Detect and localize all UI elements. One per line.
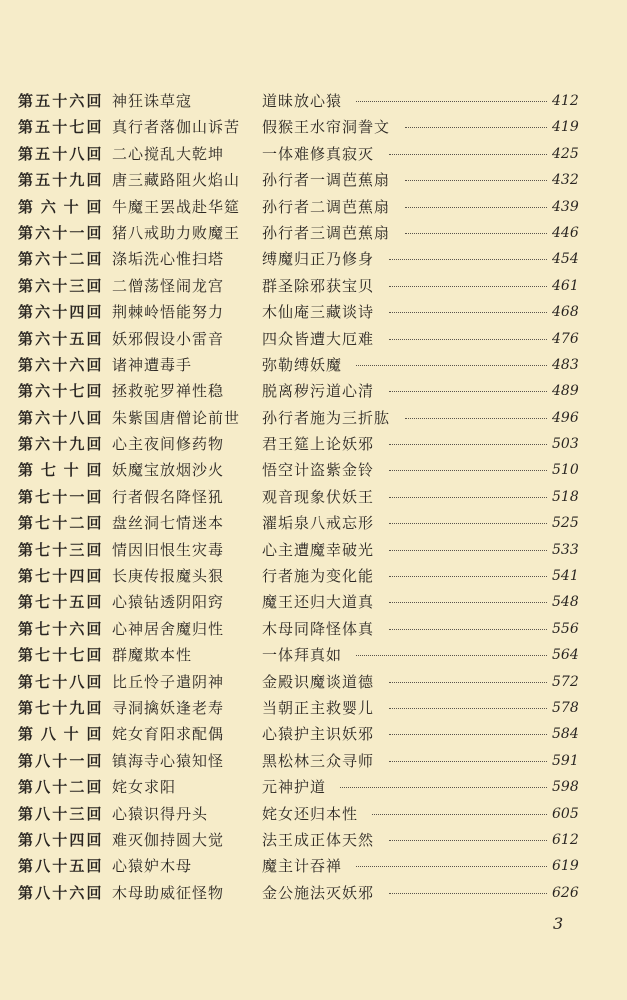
dot-leader [356, 101, 547, 102]
chapter-title-first-line: 猪八戒助力败魔王 [112, 223, 241, 242]
chapter-title-second-line: 四众皆遭大厄难 [262, 329, 375, 348]
chapter-title-second-line: 黑松林三众寻师 [262, 751, 375, 770]
dot-leader [389, 470, 547, 471]
chapter-number: 第五十七回 [18, 118, 102, 137]
page-ref: 425 [552, 145, 579, 162]
chapter-number: 第七十一回 [18, 487, 102, 506]
chapter-title-second-line: 孙行者一调芭蕉扇 [262, 171, 391, 190]
chapter-number: 第五十九回 [18, 171, 102, 190]
table-of-contents [0, 88, 627, 906]
page-ref: 432 [552, 172, 579, 189]
page-ref: 439 [552, 198, 579, 215]
page-ref: 556 [552, 620, 579, 637]
chapter-title-first-line: 心猿钻透阴阳窍 [112, 593, 225, 612]
chapter-title-first-line: 荆棘岭悟能努力 [112, 303, 225, 322]
chapter-title-second-line: 魔主计吞禅 [262, 857, 343, 876]
chapter-number: 第五十六回 [18, 92, 102, 110]
toc-entry[interactable] [0, 853, 627, 879]
chapter-title-first-line: 心主夜间修药物 [112, 435, 225, 454]
page-ref: 454 [552, 251, 579, 268]
chapter-title-second-line: 孙行者二调芭蕉扇 [262, 197, 391, 216]
chapter-title-first-line: 群魔欺本性 [112, 646, 193, 665]
dot-leader [405, 233, 547, 234]
chapter-title-first-line: 寻洞擒妖逢老寿 [112, 698, 225, 717]
chapter-title-second-line: 悟空计盗紫金铃 [262, 461, 375, 480]
chapter-number: 第八十五回 [18, 857, 102, 876]
chapter-title-first-line: 二僧荡怪闹龙宫 [112, 276, 225, 295]
toc-entry[interactable] [0, 405, 627, 431]
page-ref: 489 [552, 383, 579, 400]
chapter-title-first-line: 牛魔王罢战赴华筵 [112, 197, 241, 216]
chapter-title-second-line: 道昧放心猿 [262, 92, 343, 110]
chapter-title-second-line: 心主遭魔幸破光 [262, 540, 375, 559]
page-ref: 578 [552, 699, 579, 716]
chapter-title-second-line: 弥勒缚妖魔 [262, 355, 343, 374]
toc-entry[interactable] [0, 141, 627, 167]
chapter-title-second-line: 一体拜真如 [262, 646, 343, 665]
chapter-title-second-line: 行者施为变化能 [262, 567, 375, 586]
toc-entry[interactable] [0, 246, 627, 272]
chapter-title-first-line: 涤垢洗心惟扫塔 [112, 250, 225, 269]
toc-entry[interactable] [0, 721, 627, 747]
chapter-title-second-line: 元神护道 [262, 778, 327, 797]
chapter-title-second-line: 群圣除邪获宝贝 [262, 276, 375, 295]
chapter-title-second-line: 一体难修真寂灭 [262, 144, 375, 163]
dot-leader [405, 127, 547, 128]
chapter-number: 第六十二回 [18, 250, 102, 269]
dot-leader [356, 655, 547, 656]
chapter-title-first-line: 神狂诛草寇 [112, 92, 193, 110]
chapter-number: 第六十九回 [18, 435, 102, 454]
toc-entry[interactable] [0, 352, 627, 378]
chapter-title-second-line: 金公施法灭妖邪 [262, 883, 375, 902]
chapter-title-first-line: 拯救驼罗禅性稳 [112, 382, 225, 401]
toc-entry[interactable] [0, 695, 627, 721]
dot-leader [405, 418, 547, 419]
toc-entry[interactable] [0, 88, 627, 114]
chapter-number: 第六十七回 [18, 382, 102, 401]
dot-leader [389, 708, 547, 709]
page-ref: 503 [552, 436, 579, 453]
chapter-number: 第六十六回 [18, 355, 102, 374]
page-ref: 412 [552, 93, 579, 109]
chapter-title-first-line: 镇海寺心猿知怪 [112, 751, 225, 770]
chapter-title-second-line: 木母同降怪体真 [262, 619, 375, 638]
chapter-title-second-line: 脱离秽污道心清 [262, 382, 375, 401]
page-ref: 591 [552, 752, 579, 769]
dot-leader [389, 550, 547, 551]
chapter-title-first-line: 二心搅乱大乾坤 [112, 144, 225, 163]
dot-leader [389, 629, 547, 630]
page-ref: 619 [552, 858, 579, 875]
chapter-title-first-line: 唐三藏路阻火焰山 [112, 171, 241, 190]
page-ref: 548 [552, 594, 579, 611]
chapter-title-first-line: 情因旧恨生灾毒 [112, 540, 225, 559]
chapter-title-first-line: 长庚传报魔头狠 [112, 567, 225, 586]
dot-leader [356, 866, 547, 867]
toc-entry[interactable] [0, 563, 627, 589]
page-ref: 518 [552, 488, 579, 505]
toc-entry[interactable] [0, 431, 627, 457]
toc-entry[interactable] [0, 616, 627, 642]
chapter-number: 第七十六回 [18, 619, 102, 638]
chapter-title-second-line: 魔王还归大道真 [262, 593, 375, 612]
page-ref: 510 [552, 462, 579, 479]
toc-entry[interactable] [0, 669, 627, 695]
chapter-number: 第六十一回 [18, 223, 102, 242]
chapter-number: 第六十八回 [18, 408, 102, 427]
toc-entry[interactable] [0, 537, 627, 563]
toc-entry[interactable] [0, 167, 627, 193]
toc-entry[interactable] [0, 484, 627, 510]
toc-entry[interactable] [0, 378, 627, 404]
page-ref: 525 [552, 515, 579, 532]
dot-leader [389, 286, 547, 287]
toc-entry[interactable] [0, 748, 627, 774]
toc-entry[interactable] [0, 642, 627, 668]
page-ref: 533 [552, 541, 579, 558]
page-ref: 483 [552, 356, 579, 373]
toc-entry[interactable] [0, 801, 627, 827]
chapter-title-second-line: 金殿识魔谈道德 [262, 672, 375, 691]
page-ref: 446 [552, 224, 579, 241]
chapter-number: 第六十四回 [18, 303, 102, 322]
chapter-number: 第七十九回 [18, 698, 102, 717]
chapter-number: 第六十五回 [18, 329, 102, 348]
chapter-title-second-line: 心猿护主识妖邪 [262, 725, 375, 744]
chapter-title-first-line: 妖魔宝放烟沙火 [112, 461, 225, 480]
toc-entry[interactable] [0, 273, 627, 299]
chapter-title-first-line: 比丘怜子遣阴神 [112, 672, 225, 691]
toc-entry[interactable] [0, 299, 627, 325]
chapter-number: 第七十七回 [18, 646, 102, 665]
chapter-title-first-line: 心猿识得丹头 [112, 804, 209, 823]
dot-leader [389, 339, 547, 340]
page-ref: 419 [552, 119, 579, 136]
chapter-number: 第五十八回 [18, 144, 102, 163]
chapter-title-first-line: 木母助威征怪物 [112, 883, 225, 902]
toc-entry[interactable] [0, 114, 627, 140]
chapter-title-first-line: 心猿妒木母 [112, 857, 193, 876]
chapter-title-first-line: 姹女求阳 [112, 778, 177, 797]
dot-leader [389, 391, 547, 392]
page-ref: 564 [552, 647, 579, 664]
chapter-number: 第七十五回 [18, 593, 102, 612]
page-ref: 476 [552, 330, 579, 347]
chapter-title-first-line: 真行者落伽山诉苦 [112, 118, 241, 137]
chapter-number: 第八十二回 [18, 778, 102, 797]
dot-leader [389, 523, 547, 524]
page-number: 3 [553, 914, 564, 933]
dot-leader [389, 893, 547, 894]
chapter-title-second-line: 法王成正体天然 [262, 830, 375, 849]
chapter-title-first-line: 姹女育阳求配偶 [112, 725, 225, 744]
chapter-title-first-line: 朱紫国唐僧论前世 [112, 408, 241, 427]
chapter-number: 第八十三回 [18, 804, 102, 823]
chapter-title-first-line: 妖邪假设小雷音 [112, 329, 225, 348]
chapter-number: 第七十八回 [18, 672, 102, 691]
chapter-number: 第七十二回 [18, 514, 102, 533]
dot-leader [389, 840, 547, 841]
dot-leader [389, 761, 547, 762]
page-ref: 496 [552, 409, 579, 426]
dot-leader [389, 259, 547, 260]
chapter-title-second-line: 濯垢泉八戒忘形 [262, 514, 375, 533]
page-ref: 572 [552, 673, 579, 690]
chapter-title-second-line: 当朝正主救婴儿 [262, 698, 375, 717]
dot-leader [405, 207, 547, 208]
page-ref: 598 [552, 779, 579, 796]
chapter-number: 第八十四回 [18, 830, 102, 849]
chapter-title-second-line: 木仙庵三藏谈诗 [262, 303, 375, 322]
chapter-title-second-line: 缚魔归正乃修身 [262, 250, 375, 269]
chapter-title-first-line: 诸神遭毒手 [112, 355, 193, 374]
dot-leader [389, 576, 547, 577]
dot-leader [356, 365, 547, 366]
chapter-number: 第六十回 [18, 197, 102, 216]
chapter-title-second-line: 孙行者三调芭蕉扇 [262, 223, 391, 242]
page-ref: 612 [552, 831, 579, 848]
dot-leader [389, 682, 547, 683]
dot-leader [405, 180, 547, 181]
chapter-title-second-line: 君王筵上论妖邪 [262, 435, 375, 454]
chapter-title-second-line: 孙行者施为三折肱 [262, 408, 391, 427]
dot-leader [389, 602, 547, 603]
chapter-title-second-line: 观音现象伏妖王 [262, 487, 375, 506]
chapter-number: 第七十三回 [18, 540, 102, 559]
dot-leader [372, 814, 547, 815]
toc-entry[interactable] [0, 510, 627, 536]
chapter-number: 第七十回 [18, 461, 102, 480]
chapter-title-second-line: 假猴王水帘洞誊文 [262, 118, 391, 137]
dot-leader [389, 312, 547, 313]
toc-entry[interactable] [0, 457, 627, 483]
chapter-title-first-line: 行者假名降怪犼 [112, 487, 225, 506]
toc-entry[interactable] [0, 220, 627, 246]
page-ref: 584 [552, 726, 579, 743]
chapter-title-first-line: 心神居舍魔归性 [112, 619, 225, 638]
dot-leader [389, 497, 547, 498]
chapter-title-second-line: 姹女还归本性 [262, 804, 359, 823]
chapter-title-first-line: 盘丝洞七情迷本 [112, 514, 225, 533]
chapter-number: 第八十一回 [18, 751, 102, 770]
dot-leader [389, 734, 547, 735]
chapter-title-first-line: 难灭伽持圆大觉 [112, 830, 225, 849]
toc-entry[interactable] [0, 194, 627, 220]
toc-entry[interactable] [0, 880, 627, 906]
page-ref: 541 [552, 568, 579, 585]
chapter-number: 第八十回 [18, 725, 102, 744]
page-ref: 461 [552, 277, 579, 294]
toc-entry[interactable] [0, 774, 627, 800]
page-ref: 605 [552, 805, 579, 822]
dot-leader [340, 787, 547, 788]
toc-entry[interactable] [0, 326, 627, 352]
dot-leader [389, 444, 547, 445]
page-ref: 626 [552, 884, 579, 901]
toc-entry[interactable] [0, 589, 627, 615]
chapter-number: 第八十六回 [18, 883, 102, 902]
dot-leader [389, 154, 547, 155]
chapter-number: 第七十四回 [18, 567, 102, 586]
chapter-number: 第六十三回 [18, 276, 102, 295]
page-ref: 468 [552, 304, 579, 321]
toc-entry[interactable] [0, 827, 627, 853]
